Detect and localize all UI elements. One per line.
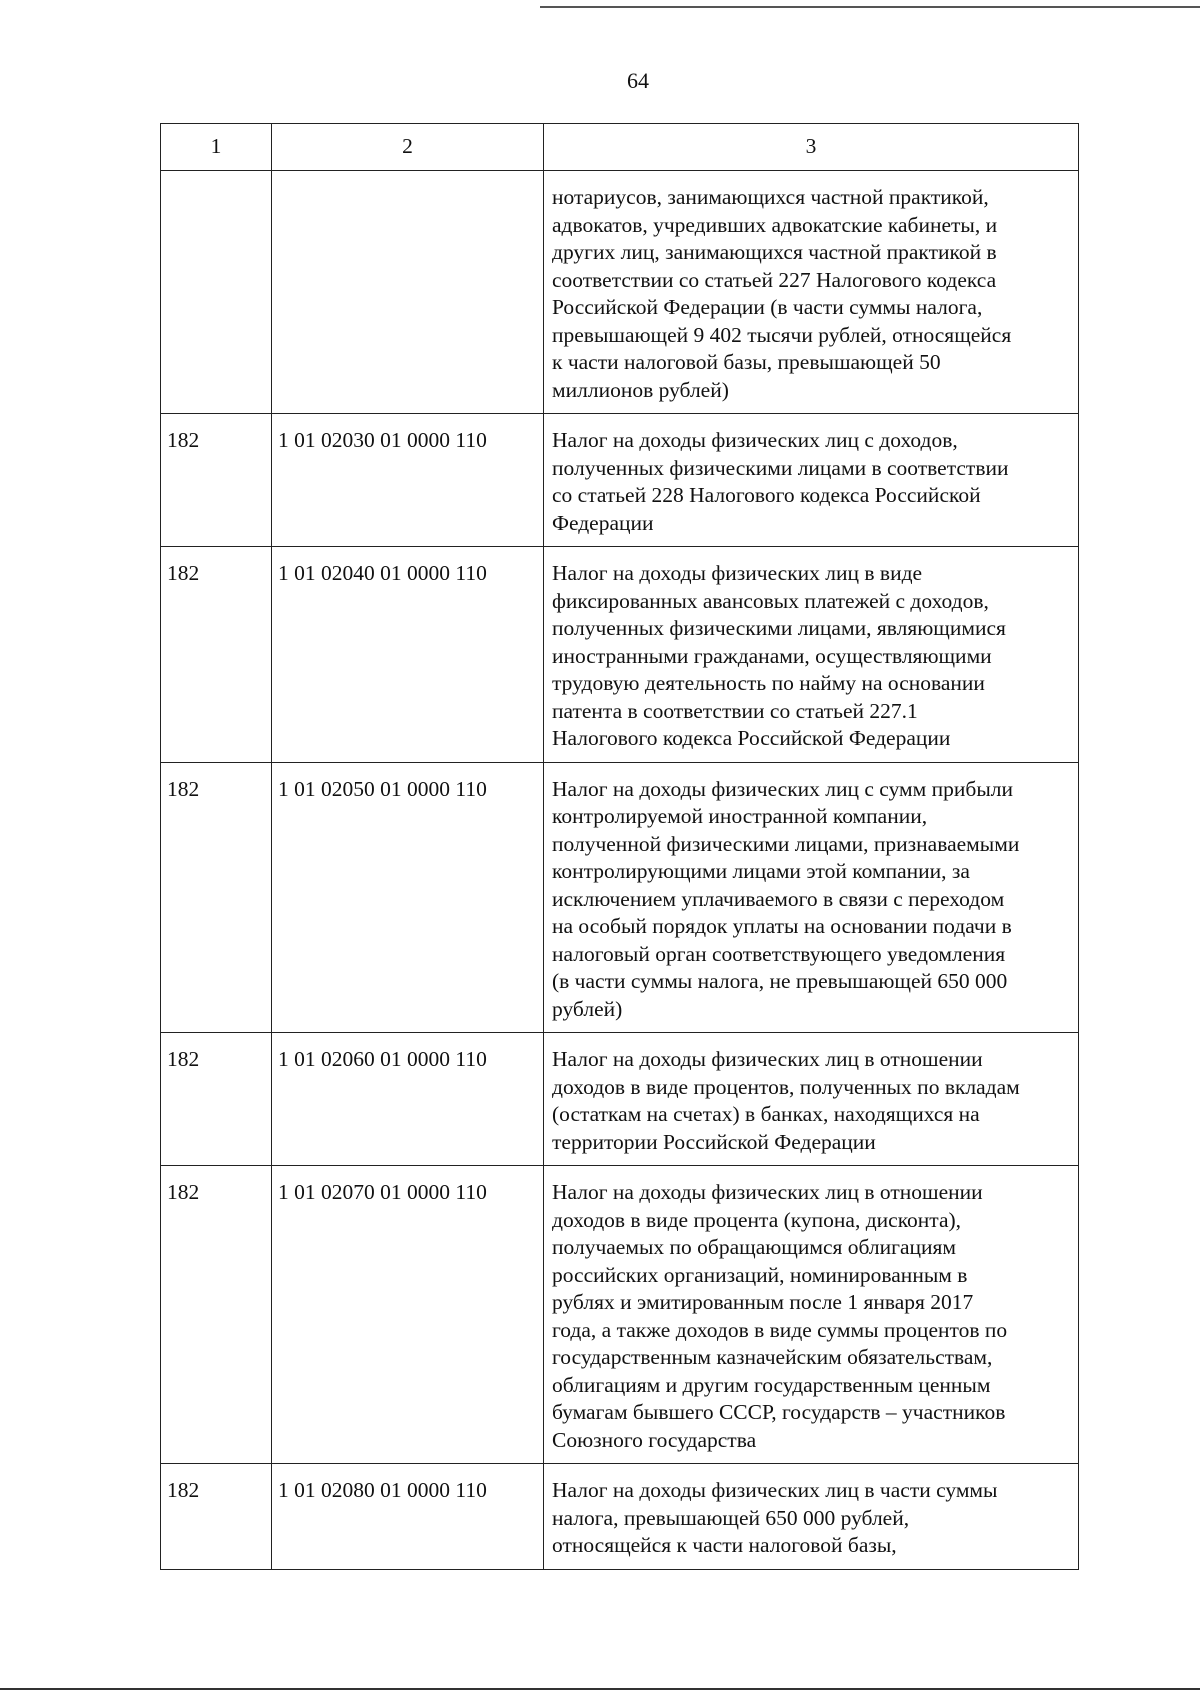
admin-code-cell: 182: [161, 762, 272, 1033]
description-cell: [544, 547, 1079, 763]
header-col-1: 1: [161, 124, 272, 171]
table-row: [161, 1166, 1079, 1464]
description-text: Налог на доходы физических лиц в отношении доходов в виде процента (купона, дисконта), получаемых по обращающимся облигациям российских организаций, номинированным в рублях и эмитированным после 1 января 2017 года, а также доходов в виде суммы процентов по государственным казначейским обязательствам, облигациям и другим государственным ценным бумагам бывшего СССР, государств – участников Союзного государства: [552, 1180, 1008, 1452]
table-header-row: [161, 124, 1079, 171]
admin-code-cell: 182: [161, 1033, 272, 1166]
description-text: Налог на доходы физических лиц в части суммы налога, превышающей 650 000 рублей, относящейся к части налоговой базы,: [552, 1478, 998, 1557]
header-col-2: 2: [272, 124, 544, 171]
description-cell: [544, 1166, 1079, 1464]
table-row: [161, 1033, 1079, 1166]
header-col-3: 3: [544, 124, 1079, 171]
table-row: [161, 414, 1079, 547]
page-number: 64: [627, 68, 649, 93]
description-text: Налог на доходы физических лиц в виде фиксированных авансовых платежей с доходов, полученных физическими лицами, являющимися иностранными гражданами, осуществляющими трудовую деятельность по найму на основании патента в соответствии со статьей 227.1 Налогового кодекса Российской Федерации: [552, 561, 1006, 750]
budget-code-cell: 1 01 02050 01 0000 110: [272, 762, 544, 1033]
description-text: Налог на доходы физических лиц с доходов, полученных физическими лицами в соответствии со статьей 228 Налогового кодекса Российской Федерации: [552, 428, 1009, 535]
description-text: Налог на доходы физических лиц с сумм прибыли контролируемой иностранной компании, полученной физическими лицами, признаваемыми контролирующими лицами этой компании, за исключением уплачиваемого в связи с переходом на особый порядок уплаты на основании подачи в налоговый орган соответствующего уведомления (в части суммы налога, не превышающей 650 000 рублей): [552, 776, 1020, 1021]
description-cell: [544, 762, 1079, 1033]
budget-code-cell: [272, 171, 544, 414]
description-cell: [544, 414, 1079, 547]
table-row: [161, 762, 1079, 1033]
table-row: [161, 171, 1079, 414]
description-cell: [544, 1033, 1079, 1166]
budget-code-cell: 1 01 02030 01 0000 110: [272, 414, 544, 547]
admin-code-cell: 182: [161, 414, 272, 547]
top-scan-rule: [540, 6, 1200, 8]
description-cell: [544, 171, 1079, 414]
budget-code-cell: 1 01 02060 01 0000 110: [272, 1033, 544, 1166]
description-text: нотариусов, занимающихся частной практикой, адвокатов, учредивших адвокатские кабинеты, и других лиц, занимающихся частной практикой в соответствии со статьей 227 Налогового кодекса Российской Федерации (в части суммы налога, превышающей 9 402 тысячи рублей, относящейся к части налоговой базы, превышающей 50 миллионов рублей): [552, 185, 1012, 402]
bottom-scan-rule: [0, 1688, 1200, 1690]
description-text: Налог на доходы физических лиц в отношении доходов в виде процентов, полученных по вкладам (остаткам на счетах) в банках, находящихся на территории Российской Федерации: [552, 1047, 1020, 1154]
budget-code-cell: 1 01 02040 01 0000 110: [272, 547, 544, 763]
table-row: [161, 1464, 1079, 1570]
description-cell: [544, 1464, 1079, 1570]
admin-code-cell: 182: [161, 1166, 272, 1464]
budget-codes-table: [160, 123, 1079, 1570]
budget-code-cell: 1 01 02070 01 0000 110: [272, 1166, 544, 1464]
admin-code-cell: [161, 171, 272, 414]
admin-code-cell: 182: [161, 1464, 272, 1570]
admin-code-cell: 182: [161, 547, 272, 763]
table-row: [161, 547, 1079, 763]
budget-code-cell: 1 01 02080 01 0000 110: [272, 1464, 544, 1570]
